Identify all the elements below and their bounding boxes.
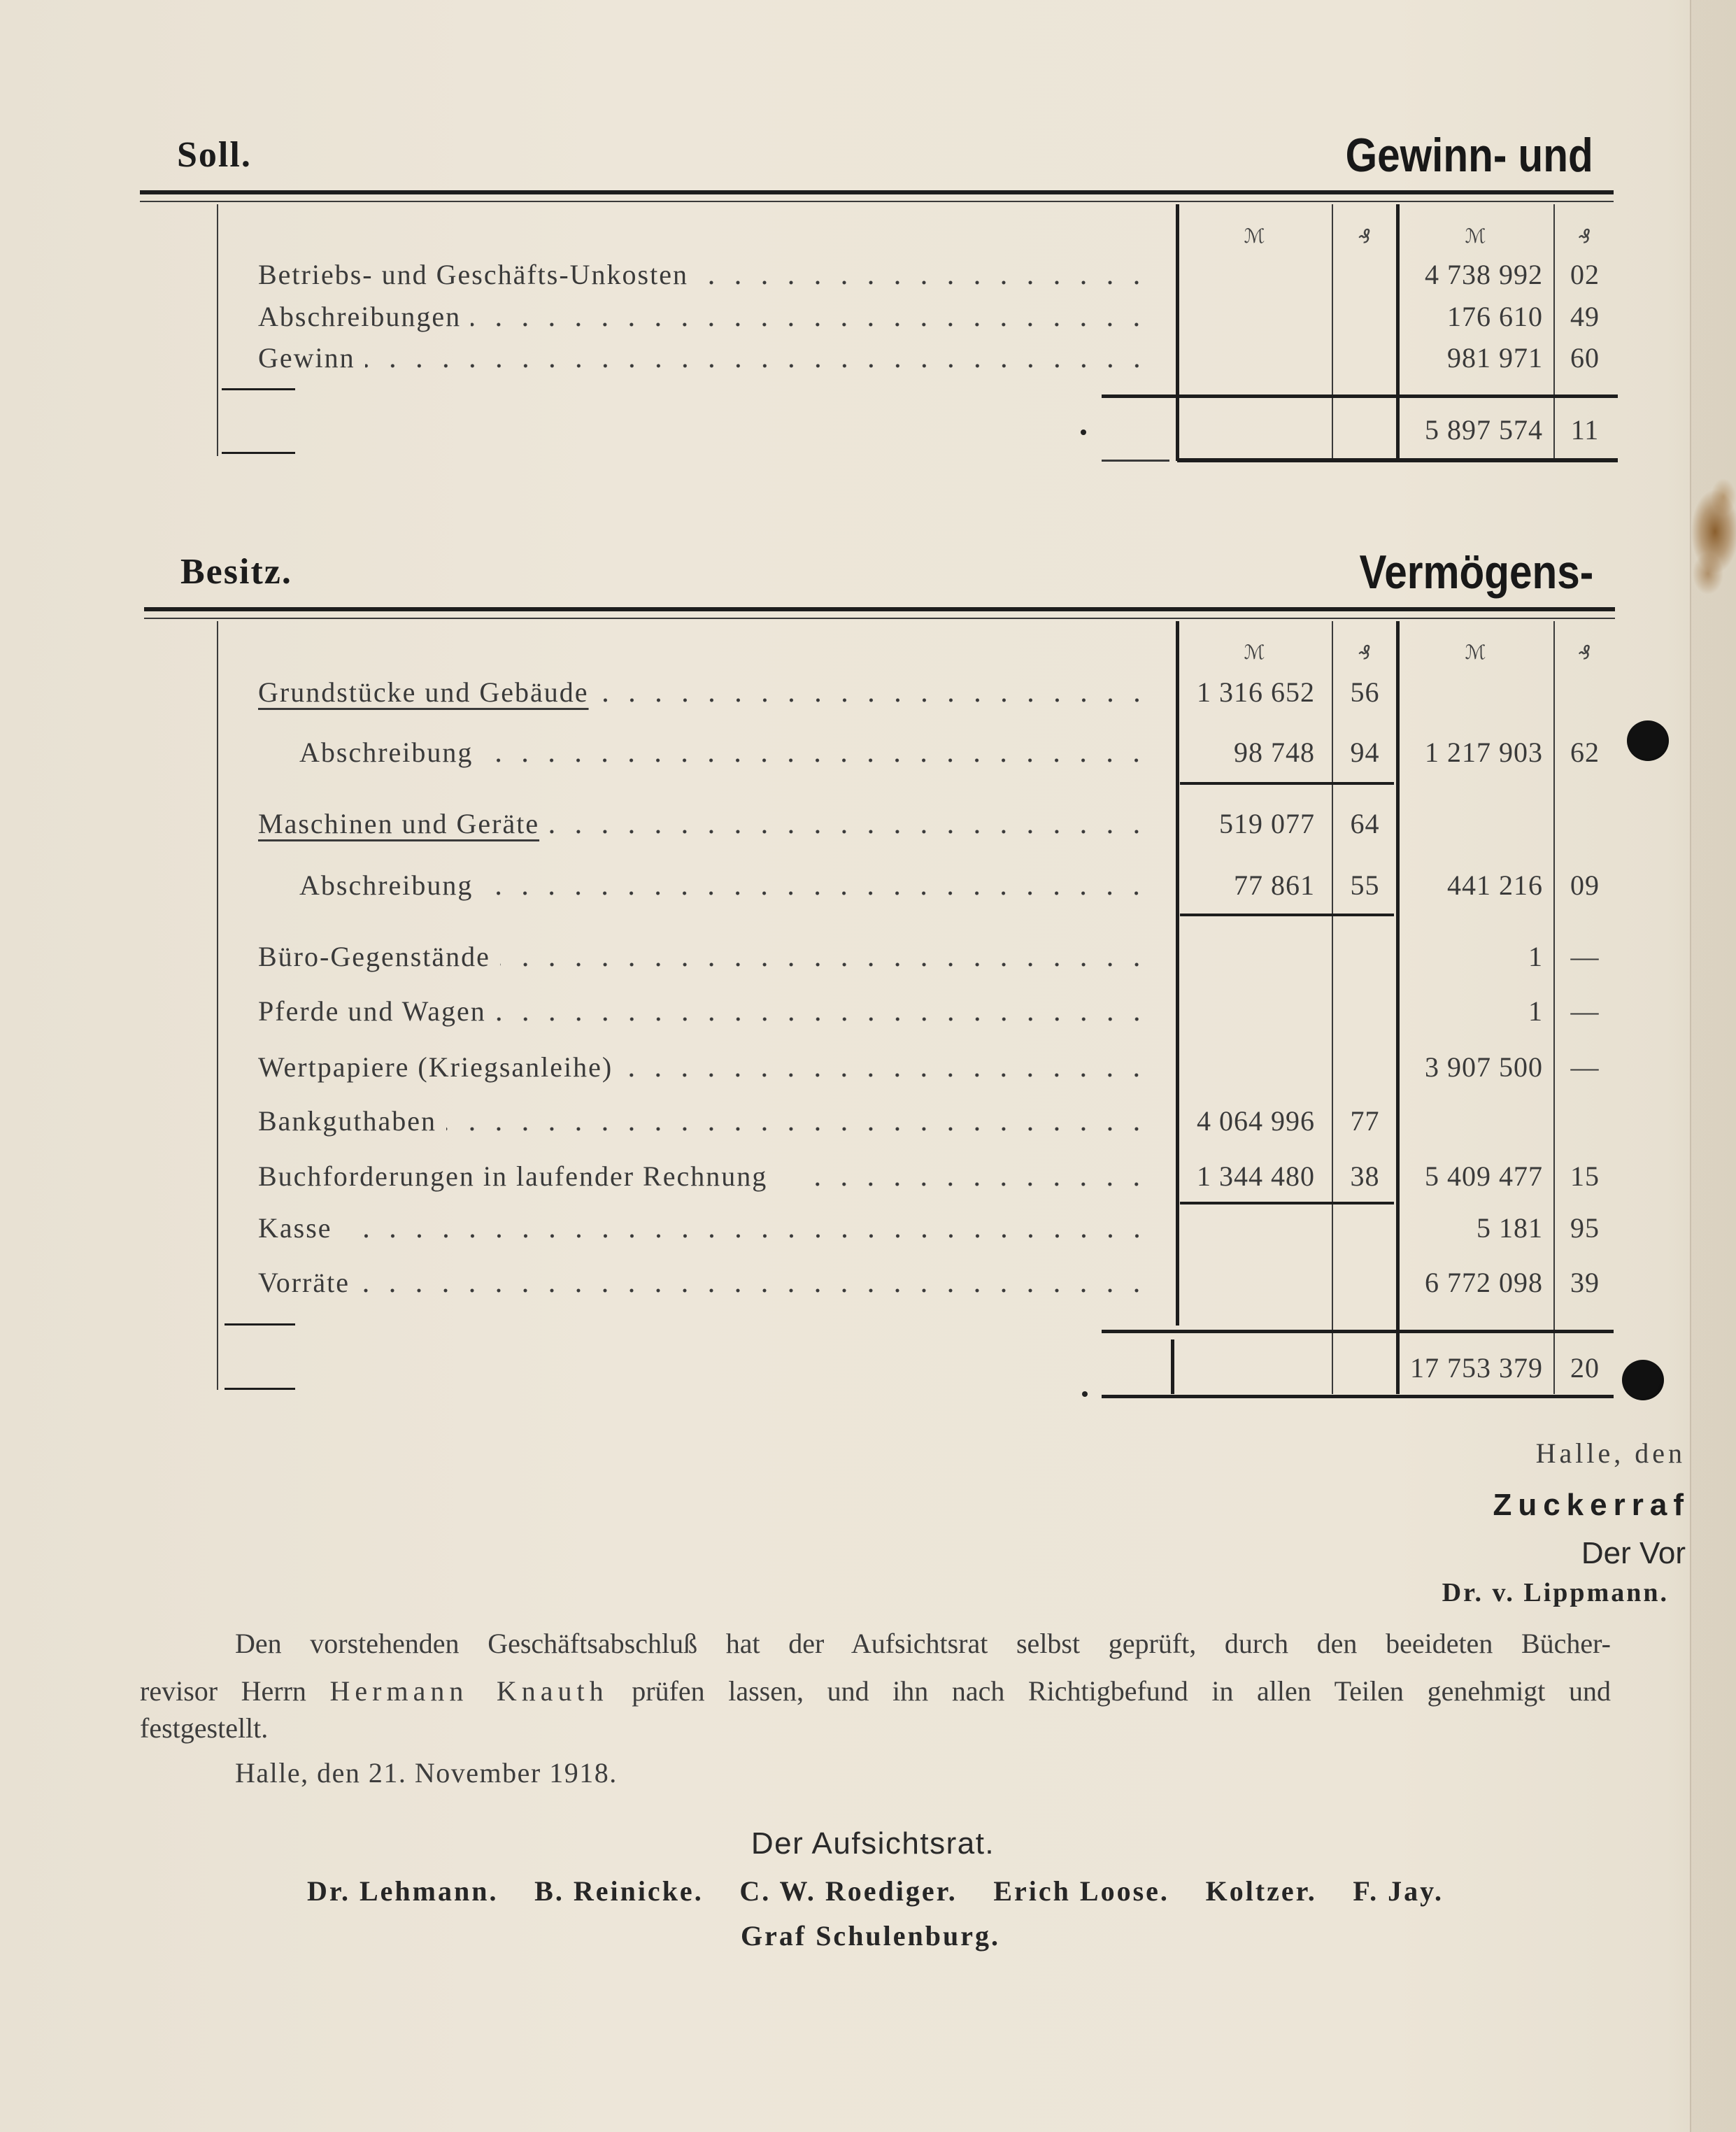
member-name: Dr. Lehmann.	[307, 1875, 499, 1907]
mark-amount: 441 216	[1447, 869, 1543, 901]
bottom-rule	[1102, 460, 1169, 462]
total-pfennig: 11	[1570, 414, 1600, 446]
dot-leader	[360, 1265, 1150, 1300]
place-date-line: Halle, den	[1535, 1437, 1686, 1469]
table-row	[0, 1265, 1736, 1300]
dot-leader	[471, 299, 1150, 334]
row-label: Gewinn	[258, 342, 355, 374]
subtotal-rule	[1180, 782, 1394, 785]
member-name: Graf Schulenburg.	[741, 1920, 1001, 1952]
dot-leader	[483, 735, 1150, 770]
row-label: Buchforderungen in laufender Rechnung	[258, 1160, 768, 1192]
short-rule	[222, 452, 295, 454]
sub-pfennig-amount: 94	[1350, 737, 1380, 768]
row-label-cell	[258, 939, 1150, 974]
member-name: F. Jay.	[1353, 1875, 1444, 1907]
total-pfennig: 20	[1570, 1352, 1600, 1384]
pfennig-amount: —	[1570, 1051, 1600, 1083]
row-label: Grundstücke und Gebäude	[258, 676, 589, 708]
total-row	[0, 1351, 1736, 1386]
dot-leader	[549, 806, 1150, 841]
short-rule	[225, 1323, 295, 1326]
dot-leader	[496, 994, 1150, 1029]
table-row	[0, 735, 1736, 770]
total-mark: 17 753 379	[1410, 1352, 1543, 1384]
attestation-text: revisor Herrn	[140, 1675, 306, 1707]
attestation-date: Halle, den 21. November 1918.	[235, 1757, 618, 1789]
table-row	[0, 939, 1736, 974]
dot-leader	[808, 1159, 1150, 1194]
row-label: Maschinen und Geräte	[258, 808, 540, 839]
row-label-cell	[258, 1104, 1150, 1139]
dot-leader	[698, 257, 1150, 292]
row-label-cell	[258, 257, 1150, 292]
table-row	[0, 868, 1736, 903]
sub-mark-amount: 1 316 652	[1197, 676, 1315, 708]
row-label: Pferde und Wagen	[258, 995, 486, 1027]
mark-amount: 1	[1528, 995, 1543, 1027]
row-label: Büro-Gegenstände	[258, 941, 490, 972]
sub-mark-amount: 1 344 480	[1197, 1160, 1315, 1192]
sub-pfennig-amount: 56	[1350, 676, 1380, 708]
attestation-line-2	[140, 1674, 1611, 1709]
total-rule	[1102, 395, 1618, 398]
row-label: Bankguthaben	[258, 1105, 437, 1137]
member-name: Koltzer.	[1205, 1875, 1317, 1907]
short-rule	[222, 388, 295, 390]
row-label-cell	[258, 1159, 1150, 1194]
row-label: Abschreibungen	[258, 301, 462, 332]
row-label-cell	[258, 299, 1150, 334]
pfennig-amount: 09	[1570, 869, 1600, 901]
pfennig-amount: —	[1570, 941, 1600, 972]
mark-header: ℳ	[1465, 225, 1487, 248]
table-row	[0, 1050, 1736, 1085]
row-label: Kasse	[258, 1212, 332, 1244]
mark-header: ℳ	[1244, 641, 1266, 664]
mark-amount: 5 181	[1477, 1212, 1543, 1244]
table-row	[0, 1211, 1736, 1246]
pfennig-amount: 95	[1570, 1212, 1600, 1244]
row-label-cell	[258, 1050, 1150, 1085]
pfennig-header: ₰	[1358, 225, 1372, 248]
council-members	[307, 1874, 1444, 1909]
table-row	[0, 806, 1736, 841]
pfennig-amount: 39	[1570, 1267, 1600, 1298]
table-row	[0, 341, 1736, 376]
table-row	[0, 994, 1736, 1029]
sub-mark-amount: 77 861	[1234, 869, 1315, 901]
attestation-text: prüfen lassen, und ihn nach Richtigbefund in allen Teilen genehmigt und	[632, 1675, 1612, 1707]
column-header-row	[0, 635, 1736, 670]
mark-amount: 176 610	[1447, 301, 1543, 332]
table-row	[0, 1104, 1736, 1139]
dot-leader	[365, 341, 1150, 376]
pfennig-amount: 49	[1570, 301, 1600, 332]
board-title: Der Vor	[1581, 1536, 1686, 1570]
double-rule-thick	[140, 190, 1614, 194]
table-row	[0, 1159, 1736, 1194]
besitz-heading: Besitz.	[180, 552, 292, 592]
subtotal-rule	[1180, 1202, 1394, 1204]
signatory-name: Dr. v. Lippmann.	[1442, 1578, 1669, 1607]
sub-mark-amount: 98 748	[1234, 737, 1315, 768]
subtotal-rule	[1180, 914, 1394, 916]
row-label-cell	[258, 675, 1150, 710]
row-label-cell	[258, 1265, 1150, 1300]
mark-amount: 981 971	[1447, 342, 1543, 374]
gewinn-heading: Gewinn- und	[1345, 129, 1593, 182]
pfennig-amount: —	[1570, 995, 1600, 1027]
short-rule	[225, 1388, 295, 1390]
row-label: Abschreibung	[299, 869, 474, 901]
sub-mark-amount: 519 077	[1219, 808, 1315, 839]
member-name: B. Reinicke.	[534, 1875, 704, 1907]
attestation-line-3: festgestellt.	[140, 1712, 269, 1744]
mark-amount: 6 772 098	[1425, 1267, 1543, 1298]
attestation-line-1: Den vorstehenden Geschäftsabschluß hat der Aufsichtsrat selbst geprüft, durch den beeideten Bücher-	[235, 1628, 1611, 1659]
dot-leader	[446, 1104, 1150, 1139]
total-rule	[1102, 1330, 1614, 1333]
pfennig-header: ₰	[1358, 641, 1372, 664]
pfennig-header: ₰	[1578, 225, 1592, 248]
dot-leader	[342, 1211, 1150, 1246]
mark-header: ℳ	[1244, 225, 1266, 248]
row-label-cell	[299, 735, 1150, 770]
sub-pfennig-amount: 38	[1350, 1160, 1380, 1192]
mark-amount: 5 409 477	[1425, 1160, 1543, 1192]
pfennig-amount: 02	[1570, 259, 1600, 290]
soll-heading: Soll.	[177, 135, 252, 175]
row-label-cell	[299, 868, 1150, 903]
pfennig-header: ₰	[1578, 641, 1592, 664]
sub-pfennig-amount: 64	[1350, 808, 1380, 839]
sub-pfennig-amount: 77	[1350, 1105, 1380, 1137]
sub-pfennig-amount: 55	[1350, 869, 1380, 901]
mark-amount: 1 217 903	[1425, 737, 1543, 768]
council-title: Der Aufsichtsrat.	[750, 1826, 995, 1861]
table-row	[0, 299, 1736, 334]
dot-leader	[599, 675, 1150, 710]
row-label: Betriebs- und Geschäfts-Unkosten	[258, 259, 688, 290]
column-header-row	[0, 219, 1736, 254]
double-rule-thick	[144, 607, 1615, 611]
company-name: Zuckerraf	[1493, 1488, 1690, 1522]
row-label-cell	[258, 1211, 1150, 1246]
mark-amount: 4 738 992	[1425, 259, 1543, 290]
pfennig-amount: 62	[1570, 737, 1600, 768]
paper-stain	[1680, 476, 1736, 595]
row-label: Wertpapiere (Kriegsanleihe)	[258, 1051, 613, 1083]
pfennig-amount: 15	[1570, 1160, 1600, 1192]
pfennig-amount: 60	[1570, 342, 1600, 374]
row-label-cell	[258, 994, 1150, 1029]
table-row	[0, 675, 1736, 710]
row-label-cell	[258, 341, 1150, 376]
total-mark: 5 897 574	[1425, 414, 1543, 446]
dot-leader	[622, 1050, 1150, 1085]
row-label-cell	[258, 806, 1150, 841]
row-label: Abschreibung	[299, 737, 474, 768]
mark-amount: 3 907 500	[1425, 1051, 1543, 1083]
member-name: Erich Loose.	[993, 1875, 1169, 1907]
double-rule-thin	[144, 618, 1615, 619]
mark-header: ℳ	[1465, 641, 1487, 664]
member-name: C. W. Roediger.	[739, 1875, 958, 1907]
mark-amount: 1	[1528, 941, 1543, 972]
dot-leader	[500, 939, 1150, 974]
bottom-rule	[1177, 458, 1618, 462]
total-row	[0, 413, 1736, 448]
dot-leader	[483, 868, 1150, 903]
vermoegens-heading: Vermögens-	[1359, 546, 1593, 599]
sub-mark-amount: 4 064 996	[1197, 1105, 1315, 1137]
row-label: Vorräte	[258, 1267, 350, 1298]
double-rule-thin	[140, 201, 1614, 202]
table-row	[0, 257, 1736, 292]
ink-speck	[1082, 1391, 1088, 1397]
auditor-name: Hermann Knauth	[329, 1675, 609, 1707]
bottom-rule	[1102, 1395, 1614, 1398]
